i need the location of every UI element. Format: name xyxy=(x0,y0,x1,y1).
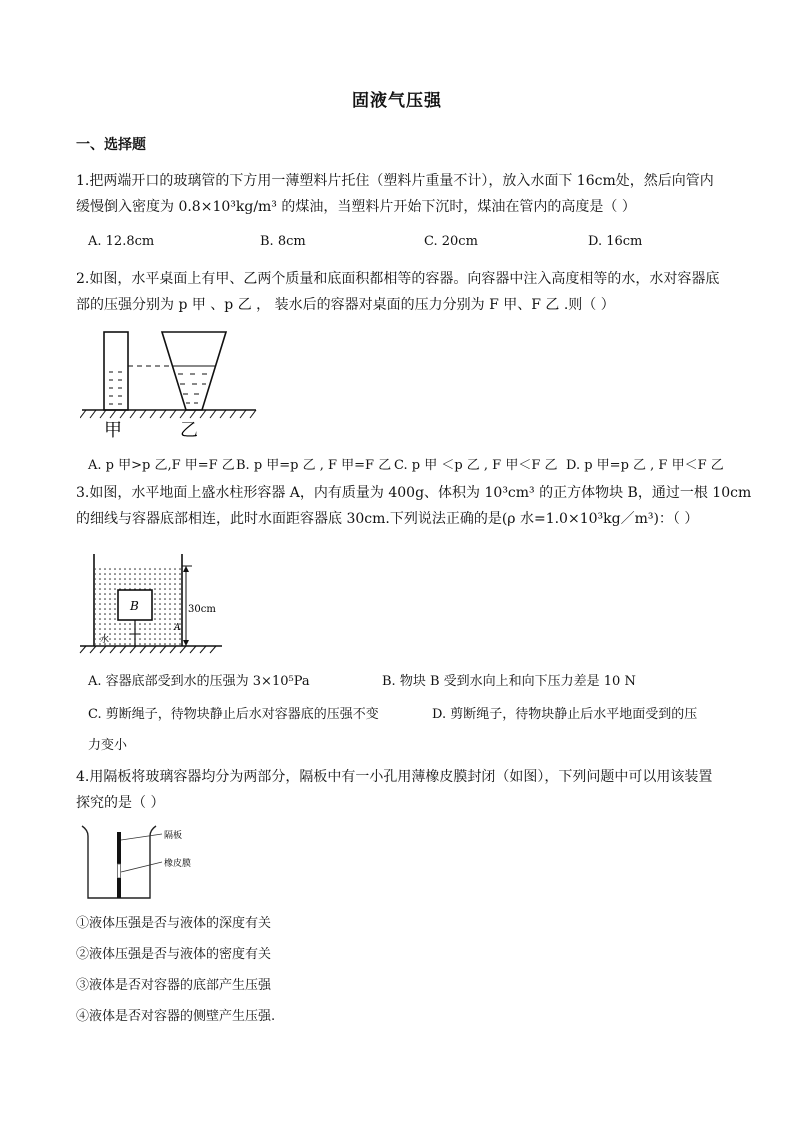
question-4-line-1: 4.用隔板将玻璃容器均分为两部分，隔板中有一小孔用薄橡皮膜封闭（如图），下列问题中可以用该装置 xyxy=(76,769,713,785)
question-3-option-b[interactable]: B. 物块 B 受到水向上和向下压力差是 10 N xyxy=(382,674,636,689)
question-1-line-2: 缓慢倒入密度为 0.8×10³kg/m³ 的煤油，当塑料片开始下沉时，煤油在管内的高度是（ ） xyxy=(76,199,636,215)
table-hatching xyxy=(80,410,256,418)
question-1-option-c[interactable]: C. 20cm xyxy=(424,234,478,249)
question-3-figure xyxy=(78,552,228,656)
question-2-option-b[interactable]: B. p 甲=p 乙 , F 甲=F 乙 xyxy=(236,458,392,473)
question-3-option-d-continued xyxy=(88,734,728,756)
question-2-option-a[interactable]: A. p 甲>p 乙,F 甲=F 乙 xyxy=(88,458,235,473)
question-3-options-row-2 xyxy=(88,703,728,725)
section-heading: 一、选择题 xyxy=(76,137,146,153)
question-3-option-c[interactable]: C. 剪断绳子，待物块静止后水对容器底的压强不变 xyxy=(88,707,379,722)
question-2-figure xyxy=(80,328,260,440)
question-4-line-2: 探究的是（ ） xyxy=(76,795,165,811)
question-2-option-d[interactable]: D. p 甲=p 乙 , F 甲＜F 乙 xyxy=(566,458,724,473)
question-3-line-1: 3.如图，水平地面上盛水柱形容器 A，内有质量为 400g、体积为 10³cm³ 的正方体物块 B，通过一根 10cm xyxy=(76,485,752,501)
label-jia: 甲 xyxy=(104,420,122,440)
question-2-options xyxy=(88,454,728,476)
question-1 xyxy=(76,168,726,220)
question-4-item-2: ②液体压强是否与液体的密度有关 xyxy=(76,947,272,962)
question-2-line-1: 2.如图，水平桌面上有甲、乙两个质量和底面积都相等的容器。向容器中注入高度相等的水，水对容器底 xyxy=(76,271,720,287)
container-jia xyxy=(104,332,128,410)
page-title: 固液气压强 xyxy=(352,91,442,111)
container-label: A xyxy=(174,623,181,633)
container-yi xyxy=(162,332,226,410)
label-yi: 乙 xyxy=(180,420,198,440)
partition-board-lower xyxy=(117,878,121,898)
question-3-options-row-1 xyxy=(88,670,728,692)
block-b-label: B xyxy=(130,599,139,613)
question-3-option-a[interactable]: A. 容器底部受到水的压强为 3×10⁵Pa xyxy=(88,674,310,689)
question-3-option-d-tail: 力变小 xyxy=(88,738,128,753)
water-jia xyxy=(109,372,122,404)
question-4-figure xyxy=(80,822,220,904)
partition-board xyxy=(117,832,121,864)
question-1-option-b[interactable]: B. 8cm xyxy=(260,234,306,249)
question-2-option-c[interactable]: C. p 甲 ＜p 乙 , F 甲＜F 乙 xyxy=(394,458,558,473)
partition-label: 隔板 xyxy=(164,831,183,841)
question-4-item-3: ③液体是否对容器的底部产生压强 xyxy=(76,978,272,993)
height-label: 30cm xyxy=(188,604,216,615)
question-1-options xyxy=(88,234,728,256)
question-3-line-2: 的细线与容器底部相连，此时水面距容器底 30cm.下列说法正确的是(ρ 水=1.0×10³kg／m³)：（ ） xyxy=(76,511,699,527)
water-label: 水 xyxy=(100,635,110,645)
question-4-item-1: ①液体压强是否与液体的深度有关 xyxy=(76,916,272,931)
rubber-membrane xyxy=(118,864,121,878)
question-3-option-d[interactable]: D. 剪断绳子，待物块静止后水平地面受到的压 xyxy=(432,707,698,722)
membrane-label: 橡皮膜 xyxy=(164,859,192,869)
question-3 xyxy=(76,480,752,532)
question-4 xyxy=(76,764,726,816)
question-1-option-a[interactable]: A. 12.8cm xyxy=(88,234,155,249)
ground-hatching xyxy=(80,646,216,653)
question-1-option-d[interactable]: D. 16cm xyxy=(588,234,643,249)
question-4-item-4: ④液体是否对容器的侧壁产生压强. xyxy=(76,1009,276,1024)
question-1-line-1: 1.把两端开口的玻璃管的下方用一薄塑料片托住（塑料片重量不计），放入水面下 16cm处，然后向管内 xyxy=(76,173,714,189)
question-2 xyxy=(76,266,726,318)
question-2-line-2: 部的压强分别为 p 甲 、p 乙 ， 装水后的容器对桌面的压力分别为 F 甲、F 乙 .则（ ） xyxy=(76,297,615,313)
